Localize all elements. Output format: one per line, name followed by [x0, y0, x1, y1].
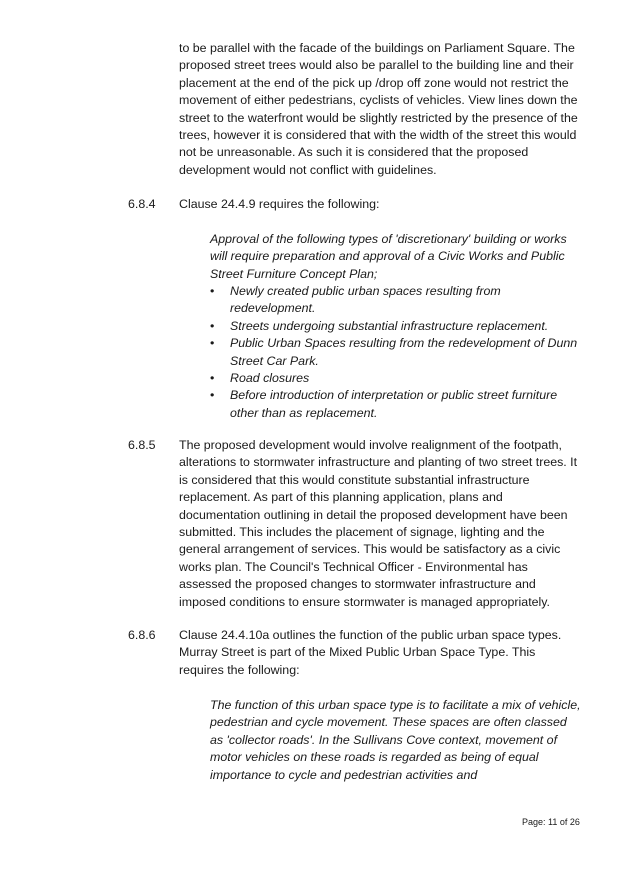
section-text-6-8-6: Clause 24.4.10a outlines the function of the public urban space types. Murray Street is part of the Mixed Public Urban Space Type. This requires the following:	[179, 628, 562, 677]
bullet-icon: •	[210, 388, 215, 403]
quote-clause-24-4-10a: The function of this urban space type is to facilitate a mix of vehicle, pedestrian and cycle movement. These spaces are often classed as 'collector roads'. In the Sullivans Cove context, movement of motor vehicles on these roads is regarded as being of equal importance to cycle and pedestrian activities and	[210, 698, 581, 782]
bullet-icon: •	[210, 284, 215, 298]
list-item	[210, 370, 582, 387]
bullet-icon: •	[210, 371, 215, 386]
bullet-icon: •	[210, 336, 215, 351]
list-item	[210, 387, 582, 422]
bullet-list	[210, 283, 582, 422]
section-text-6-8-4: Clause 24.4.9 requires the following:	[179, 197, 380, 211]
list-item-text: Newly created public urban spaces resulting from redevelopment.	[230, 284, 501, 316]
list-item	[210, 335, 582, 370]
list-item-text: Streets undergoing substantial infrastructure replacement.	[230, 318, 549, 333]
section-number-6-8-6: 6.8.6	[128, 628, 156, 642]
section-number-6-8-5: 6.8.5	[128, 438, 156, 452]
section-number-6-8-4: 6.8.4	[128, 197, 156, 211]
list-item	[210, 318, 582, 335]
list-item-text: Road closures	[230, 371, 310, 386]
list-item-text: Public Urban Spaces resulting from the redevelopment of Dunn Street Car Park.	[230, 336, 578, 368]
section-text-6-8-5: The proposed development would involve realignment of the footpath, alterations to stormwater infrastructure and planting of two street trees. It is considered that this would constitute substantial infrastructure replacement. As part of this planning application, plans and documentation outlining in detail the proposed development have been submitted. This includes the placement of signage, lighting and the general arrangement of services. This would be satisfactory as a civic works plan. The Council's Technical Officer - Environmental has assessed the proposed changes to stormwater infrastructure and imposed conditions to ensure stormwater is managed appropriately.	[179, 438, 578, 609]
list-item	[210, 283, 582, 318]
bullet-icon: •	[210, 318, 215, 333]
opening-paragraph: to be parallel with the facade of the buildings on Parliament Square. The proposed street trees would also be parallel to the building line and their placement at the end of the pick up /drop off zone would not restrict the movement of either pedestrians, cyclists of vehicles. View lines down the street to the waterfront would be slightly restricted by the presence of the trees, however it is considered that with the width of the street this would not be unreasonable. As such it is considered that the proposed development would not conflict with guidelines.	[179, 41, 578, 177]
page-number: Page: 11 of 26	[522, 817, 580, 827]
list-item-text: Before introduction of interpretation or public street furniture other than as replacement.	[230, 388, 558, 420]
quote-clause-24-4-9: Approval of the following types of 'discretionary' building or works will require preparation and approval of a Civic Works and Public Street Furniture Concept Plan;	[210, 232, 567, 281]
